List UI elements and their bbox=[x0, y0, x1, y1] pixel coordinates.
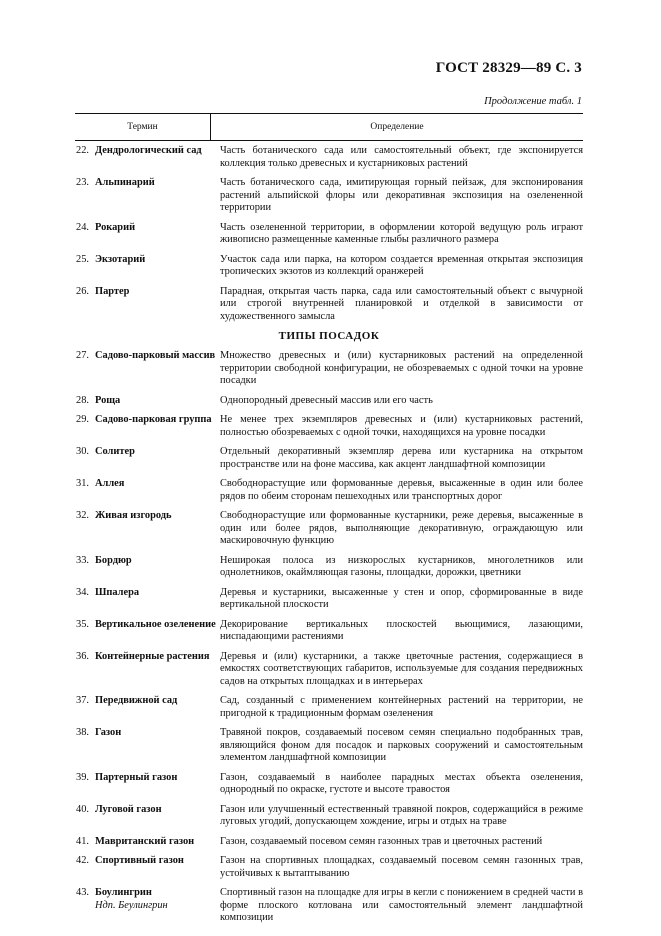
term-definition: Часть ботанического сада или самостоятельный объект, где экспонируется коллекция только древесных и кустарниковых растений bbox=[220, 145, 583, 169]
term-cell bbox=[75, 772, 220, 797]
term-definition: Участок сада или парка, на котором создается временная открытая экспозиция тропических экзотов из коллекций оранжерей bbox=[220, 253, 583, 277]
term-row bbox=[75, 177, 583, 215]
term-number: 37. bbox=[76, 695, 89, 706]
term-number: 23. bbox=[76, 177, 89, 188]
term-name: Садово-парковая группа bbox=[95, 414, 212, 425]
term-row bbox=[75, 414, 583, 439]
term-cell bbox=[75, 177, 220, 215]
term-cell bbox=[75, 587, 220, 612]
term-number: 24. bbox=[76, 221, 89, 233]
term-row bbox=[75, 804, 583, 829]
term-name: Шпалера bbox=[95, 586, 140, 598]
term-name: Рокарий bbox=[95, 221, 136, 233]
term-number: 27. bbox=[76, 350, 89, 361]
term-row bbox=[75, 478, 583, 503]
term-row bbox=[75, 145, 583, 170]
term-cell bbox=[75, 395, 220, 408]
term-definition: Деревья и кустарники, высаженные у стен и опор, сформированные в виде вертикальной плоскости bbox=[220, 586, 583, 610]
term-cell bbox=[75, 695, 220, 720]
term-number: 28. bbox=[76, 394, 89, 406]
term-number: 25. bbox=[76, 253, 89, 265]
term-name: Садово-парковый массив bbox=[95, 350, 216, 361]
term-definition: Сад, созданный с применением контейнерных растений на территории, не пригодной к традиционным формам озеленения bbox=[220, 695, 583, 719]
term-cell bbox=[75, 651, 220, 689]
term-cell bbox=[75, 286, 220, 324]
term-row bbox=[75, 446, 583, 471]
term-definition: Газон на спортивных площадках, создаваемый посевом семян газонных трав, устойчивых к вытаптыванию bbox=[220, 855, 583, 879]
term-definition: Парадная, открытая часть парка, сада или самостоятельный объект с вычурной или строгой внутренней планировкой и отделкой в зависимости от художественного замысла bbox=[220, 285, 583, 322]
term-cell bbox=[75, 478, 220, 503]
term-number: 38. bbox=[76, 727, 89, 738]
term-number: 35. bbox=[76, 618, 89, 630]
term-number: 22. bbox=[76, 145, 89, 156]
term-definition: Газон или улучшенный естественный травяной покров, содержащийся в режиме луговых угодий, допускающем хождение, игры и отдых на траве bbox=[220, 803, 583, 827]
section-title: ТИПЫ ПОСАДОК bbox=[278, 330, 380, 342]
term-cell bbox=[75, 619, 220, 644]
term-number: 36. bbox=[76, 650, 89, 662]
term-number: 29. bbox=[76, 414, 89, 425]
table-header bbox=[75, 113, 583, 141]
term-number: 31. bbox=[76, 478, 89, 489]
term-row bbox=[75, 510, 583, 548]
term-cell bbox=[75, 887, 220, 925]
term-definition: Неширокая полоса из низкорослых кустарников, многолетников или однолетников, окаймляющая газоны, площадки, дорожки, цветники bbox=[220, 554, 583, 578]
term-name: Газон bbox=[95, 727, 122, 738]
term-definition: Газон, создаваемый в наиболее парадных местах объекта озеленения, однородный по окраске, густоте и высоте травостоя bbox=[220, 771, 583, 795]
term-row bbox=[75, 855, 583, 880]
term-definition: Декорирование вертикальных плоскостей вьющимися, лазающими, ниспадающими растениями bbox=[220, 618, 583, 642]
term-name: Передвижной сад bbox=[95, 695, 178, 706]
term-name: Вертикальное озеленение bbox=[95, 618, 216, 630]
term-row bbox=[75, 651, 583, 689]
term-row bbox=[75, 695, 583, 720]
term-row bbox=[75, 619, 583, 644]
term-name: Спортивный газон bbox=[95, 855, 184, 866]
term-name: Солитер bbox=[95, 446, 135, 457]
term-row bbox=[75, 587, 583, 612]
term-row bbox=[75, 887, 583, 925]
term-name: Аллея bbox=[95, 478, 125, 489]
term-definition: Спортивный газон на площадке для игры в кегли с понижением в средней части в форме плоского котлована или самостоятельный элемент ландшафтной композиции bbox=[220, 887, 583, 923]
term-name: Бордюр bbox=[95, 554, 132, 566]
column-header-term: Термин bbox=[75, 114, 211, 140]
term-definition: Однопородный древесный массив или его часть bbox=[220, 394, 433, 406]
term-number: 33. bbox=[76, 554, 89, 566]
term-definition: Травяной покров, создаваемый посевом семян специально подобранных трав, являющийся фоном для посадок и парковых сооружений и самостоятельным элементом ландшафтной композиции bbox=[220, 727, 583, 763]
term-number: 42. bbox=[76, 855, 89, 866]
term-row bbox=[75, 727, 583, 765]
term-group-1 bbox=[75, 145, 583, 323]
term-cell bbox=[75, 510, 220, 548]
term-definition: Отдельный декоративный экземпляр дерева или кустарника на открытом пространстве или на фоне массива, как акцент ландшафтной композиции bbox=[220, 446, 583, 470]
terms-table bbox=[75, 113, 583, 932]
term-number: 40. bbox=[76, 803, 89, 815]
term-group-2 bbox=[75, 350, 583, 925]
term-definition: Часть ботанического сада, имитирующая горный пейзаж, для экспонирования растений альпийской флоры или декоративная экспозиция на озелененной территории bbox=[220, 177, 583, 213]
term-name: Партер bbox=[95, 285, 130, 297]
term-cell bbox=[75, 254, 220, 279]
term-name: Альпинарий bbox=[95, 177, 155, 188]
term-number: 30. bbox=[76, 446, 89, 457]
term-cell bbox=[75, 350, 220, 388]
term-name: Контейнерные растения bbox=[95, 650, 210, 662]
term-number: 32. bbox=[76, 510, 89, 521]
term-name: Экзотарий bbox=[95, 253, 146, 265]
term-row bbox=[75, 395, 583, 408]
term-name: Роща bbox=[95, 394, 121, 406]
term-definition: Множество древесных и (или) кустарниковых растений на определенной территории свободной конфигурации, не обозреваемых с одной точки на уровне посадки bbox=[220, 350, 583, 386]
document-header: ГОСТ 28329—89 С. 3 bbox=[435, 60, 582, 76]
term-number: 41. bbox=[76, 835, 89, 847]
term-row bbox=[75, 222, 583, 247]
term-row bbox=[75, 555, 583, 580]
term-cell bbox=[75, 414, 220, 439]
term-name: Живая изгородь bbox=[95, 510, 172, 521]
term-definition: Не менее трех экземпляров древесных и (или) кустарниковых растений, полностью обозреваемых с одной точки, находящихся на уровне посадки bbox=[220, 414, 583, 438]
term-cell bbox=[75, 222, 220, 247]
term-definition: Часть озелененной территории, в оформлении которой ведущую роль играют живописно размещенные каменные глыбы различного размера bbox=[220, 221, 583, 245]
column-header-definition: Определение bbox=[370, 122, 424, 132]
term-row bbox=[75, 350, 583, 388]
term-number: 39. bbox=[76, 771, 89, 783]
term-number: 34. bbox=[76, 586, 89, 598]
term-name: Луговой газон bbox=[95, 803, 162, 815]
term-cell bbox=[75, 145, 220, 170]
term-row bbox=[75, 772, 583, 797]
term-row bbox=[75, 286, 583, 324]
term-row bbox=[75, 254, 583, 279]
term-name: Боулингрин bbox=[95, 887, 152, 898]
term-cell bbox=[75, 804, 220, 829]
term-name: Мавританский газон bbox=[95, 835, 195, 847]
term-definition: Свободнорастущие или формованные кустарники, реже деревья, высаженные в один или более рядов, выполняющие декоративную, ограждающую или маскировочную функцию bbox=[220, 510, 583, 546]
table-continuation-note: Продолжение табл. 1 bbox=[484, 96, 582, 107]
term-name: Дендрологический сад bbox=[95, 145, 202, 156]
term-row bbox=[75, 836, 583, 849]
term-definition: Деревья и (или) кустарники, а также цветочные растения, содержащиеся в емкостях соответствующих габаритов, используемые для создания передвижных садов на открытых площадках и в интерьерах bbox=[220, 650, 583, 687]
term-cell bbox=[75, 855, 220, 880]
term-definition: Газон, создаваемый посевом семян газонных трав и цветочных растений bbox=[220, 835, 543, 847]
term-cell bbox=[75, 727, 220, 765]
table-body bbox=[75, 141, 583, 925]
term-cell bbox=[75, 555, 220, 580]
term-cell bbox=[75, 836, 220, 849]
term-cell bbox=[75, 446, 220, 471]
term-number: 26. bbox=[76, 285, 89, 297]
term-number: 43. bbox=[76, 887, 89, 898]
term-name: Партерный газон bbox=[95, 771, 178, 783]
term-deprecated: Ндп. Беулингрин bbox=[95, 899, 168, 911]
term-definition: Свободнорастущие или формованные деревья, высаженные в один или более рядов по обеим сторонам пешеходных или транспортных дорог bbox=[220, 478, 583, 502]
